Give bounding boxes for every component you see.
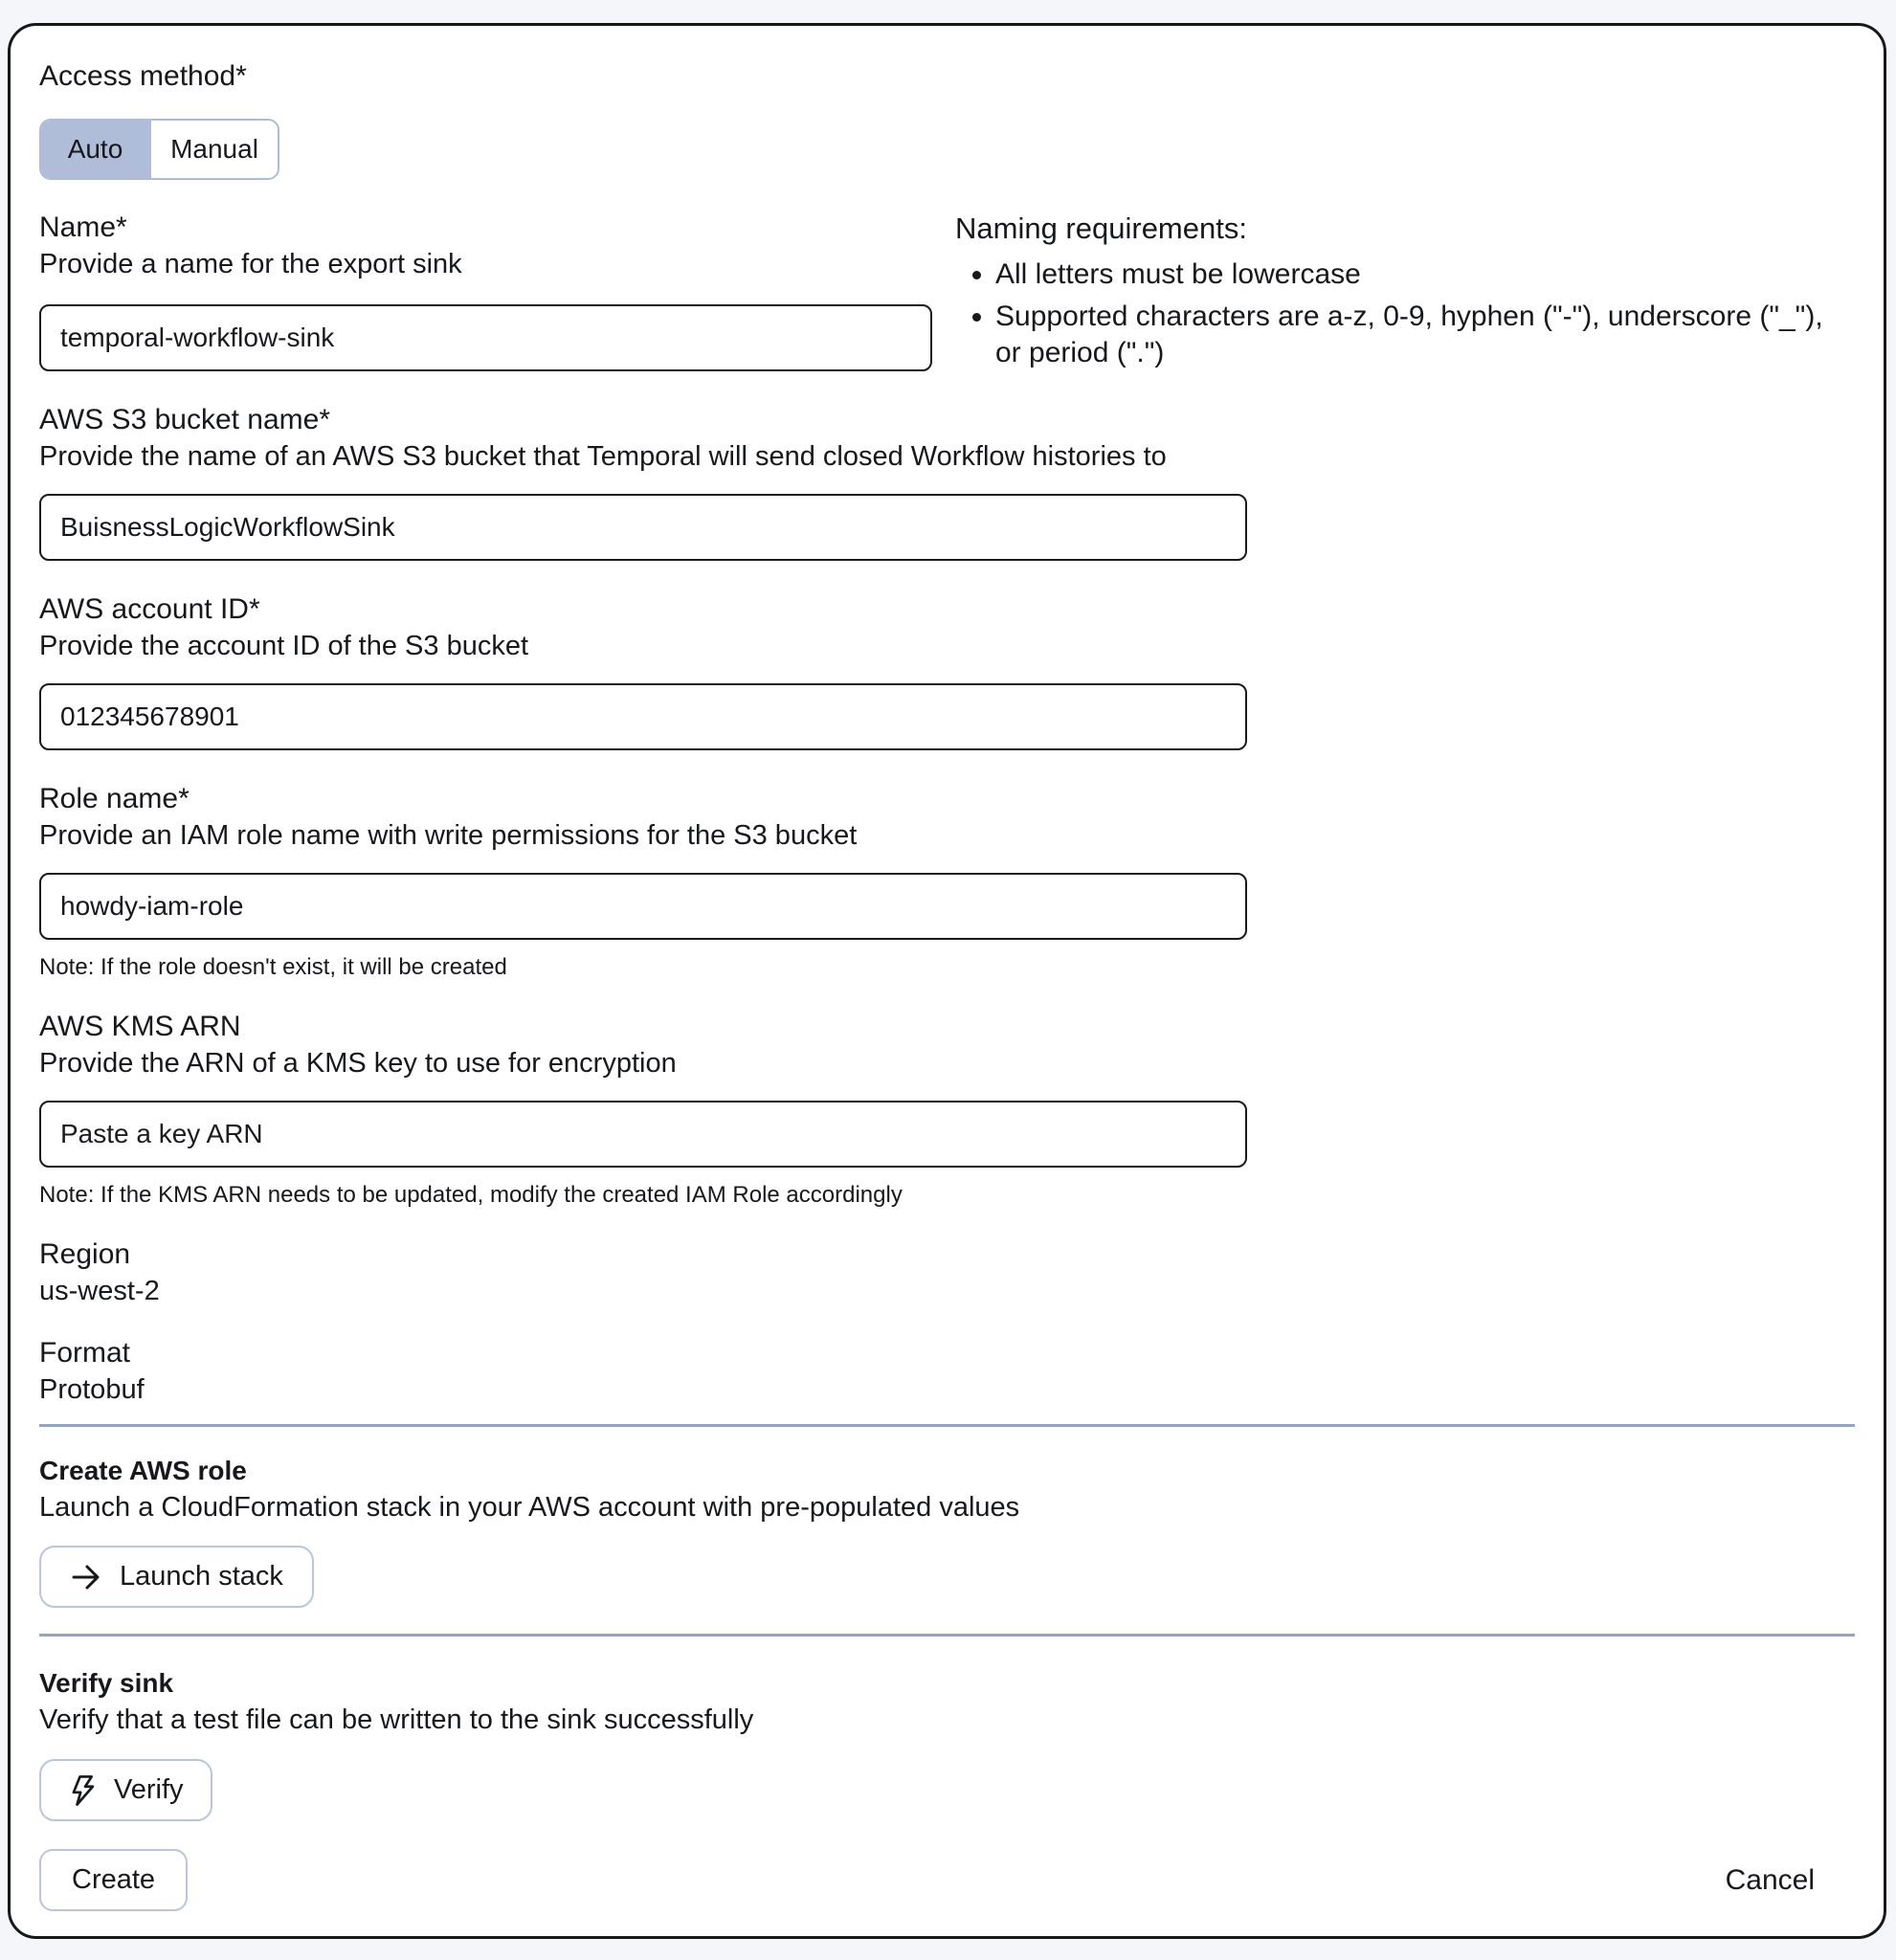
role-name-note: Note: If the role doesn't exist, it will be created [39,954,507,980]
naming-requirements-list [955,256,1843,371]
name-row [39,211,1855,371]
verify-button-label: Verify [114,1774,184,1805]
naming-requirements-title: Naming requirements: [955,212,1247,245]
kms-arn-field [39,1010,1855,1210]
divider [39,1634,1855,1637]
role-name-field [39,782,1855,982]
s3-bucket-label: AWS S3 bucket name* [39,404,331,435]
lightning-bolt-icon [68,1774,97,1807]
account-id-field [39,592,1855,750]
kms-arn-input[interactable] [39,1101,1247,1168]
launch-stack-button-label: Launch stack [120,1561,283,1592]
format-field [39,1336,1855,1407]
arrow-right-icon [70,1561,102,1593]
account-id-label: AWS account ID* [39,593,260,625]
verify-sink-description: Verify that a test file can be written to the sink successfully [39,1704,754,1735]
name-label: Name* [39,212,127,243]
s3-bucket-description: Provide the name of an AWS S3 bucket that Temporal will send closed Workflow histories to [39,441,1167,472]
account-id-input[interactable] [39,683,1247,750]
naming-requirement-item: • Supported characters are a-z, 0-9, hyphen ("-"), underscore ("_"), or period (".") [995,299,1843,371]
access-method-option-manual[interactable]: Manual [149,121,278,178]
region-value: us-west-2 [39,1276,160,1306]
name-input[interactable] [39,304,932,371]
role-name-label: Role name* [39,783,190,814]
s3-bucket-field [39,403,1855,561]
role-name-description: Provide an IAM role name with write permissions for the S3 bucket [39,820,858,851]
create-button[interactable] [39,1849,188,1911]
naming-requirement-item: • All letters must be lowercase [995,256,1843,293]
account-id-description: Provide the account ID of the S3 bucket [39,631,529,661]
format-label: Format [39,1337,131,1369]
naming-requirements [955,211,1855,371]
access-method-label: Access method* [39,60,247,92]
kms-arn-description: Provide the ARN of a KMS key to use for encryption [39,1048,677,1079]
region-field [39,1237,1855,1308]
divider [39,1424,1855,1427]
launch-stack-button[interactable] [39,1546,314,1608]
cancel-button[interactable]: Cancel [1725,1863,1815,1896]
access-method-option-auto[interactable]: Auto [41,121,149,178]
format-value: Protobuf [39,1374,145,1405]
access-method-toggle [39,119,279,180]
verify-button[interactable] [39,1759,212,1821]
kms-arn-note: Note: If the KMS ARN needs to be updated, modify the created IAM Role accordingly [39,1182,903,1208]
name-description: Provide a name for the export sink [39,249,462,279]
kms-arn-label: AWS KMS ARN [39,1011,241,1042]
s3-bucket-input[interactable] [39,494,1247,561]
create-aws-role-description: Launch a CloudFormation stack in your AWS account with pre-populated values [39,1492,1020,1523]
create-aws-role-title: Create AWS role [39,1456,247,1485]
verify-sink-title: Verify sink [39,1668,174,1698]
name-field [39,211,932,371]
create-button-label: Create [72,1864,156,1895]
export-sink-form-card [8,23,1886,1939]
region-label: Region [39,1238,131,1270]
role-name-input[interactable] [39,873,1247,940]
footer-actions [39,1849,1855,1911]
